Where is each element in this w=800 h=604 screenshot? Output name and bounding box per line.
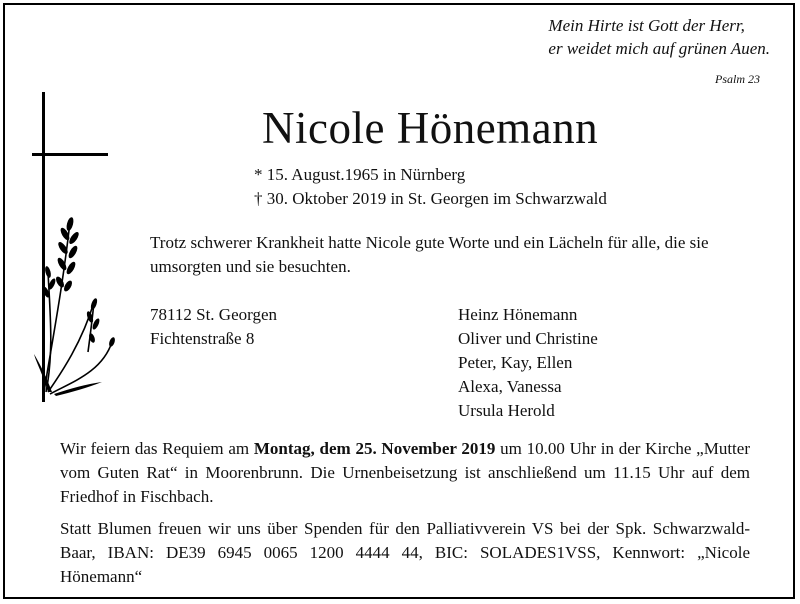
address-street: Fichtenstraße 8	[150, 329, 255, 348]
requiem-date: Montag, dem 25. November 2019	[253, 439, 496, 458]
family-list	[458, 303, 598, 423]
deceased-name: Nicole Hönemann	[262, 103, 599, 153]
life-dates	[254, 163, 607, 211]
death-date: † 30. Oktober 2019 in St. Georgen im Schwarzwald	[254, 189, 607, 208]
cross-with-grass-icon	[32, 92, 122, 412]
family-member: Heinz Hönemann	[458, 305, 578, 324]
psalm-quote	[548, 14, 770, 60]
quote-line-1: Mein Hirte ist Gott der Herr,	[548, 16, 745, 35]
family-member: Ursula Herold	[458, 401, 555, 420]
family-member: Peter, Kay, Ellen	[458, 353, 573, 372]
quote-line-2: er weidet mich auf grünen Auen.	[548, 39, 770, 58]
intro-text: Trotz schwerer Krankheit hatte Nicole gute Worte und ein Lächeln für alle, die sie umsorgten und sie besuchten.	[150, 233, 709, 276]
birth-date: * 15. August.1965 in Nürnberg	[254, 165, 466, 184]
psalm-reference: Psalm 23	[715, 72, 760, 86]
address-block	[150, 303, 277, 351]
family-member: Oliver und Christine	[458, 329, 598, 348]
requiem-paragraph	[60, 437, 750, 509]
family-member: Alexa, Vanessa	[458, 377, 562, 396]
requiem-details: um 10.00 Uhr in der Kirche „Mutter vom Guten Rat“ in Moorenbrunn. Die Urnenbeisetzung ist anschließend um 11.15 Uhr auf dem Friedhof in Fischbach.	[60, 439, 750, 506]
donation-paragraph: Statt Blumen freuen wir uns über Spenden für den Palliativverein VS bei der Spk. Schwarzwald-Baar, IBAN: DE39 6945 0065 1200 4444 44, BIC: SOLADES1VSS, Kennwort: „Nicole Hönemann“	[60, 519, 750, 586]
address-city: 78112 St. Georgen	[150, 305, 278, 324]
requiem-intro: Wir feiern das Requiem am	[60, 439, 254, 458]
